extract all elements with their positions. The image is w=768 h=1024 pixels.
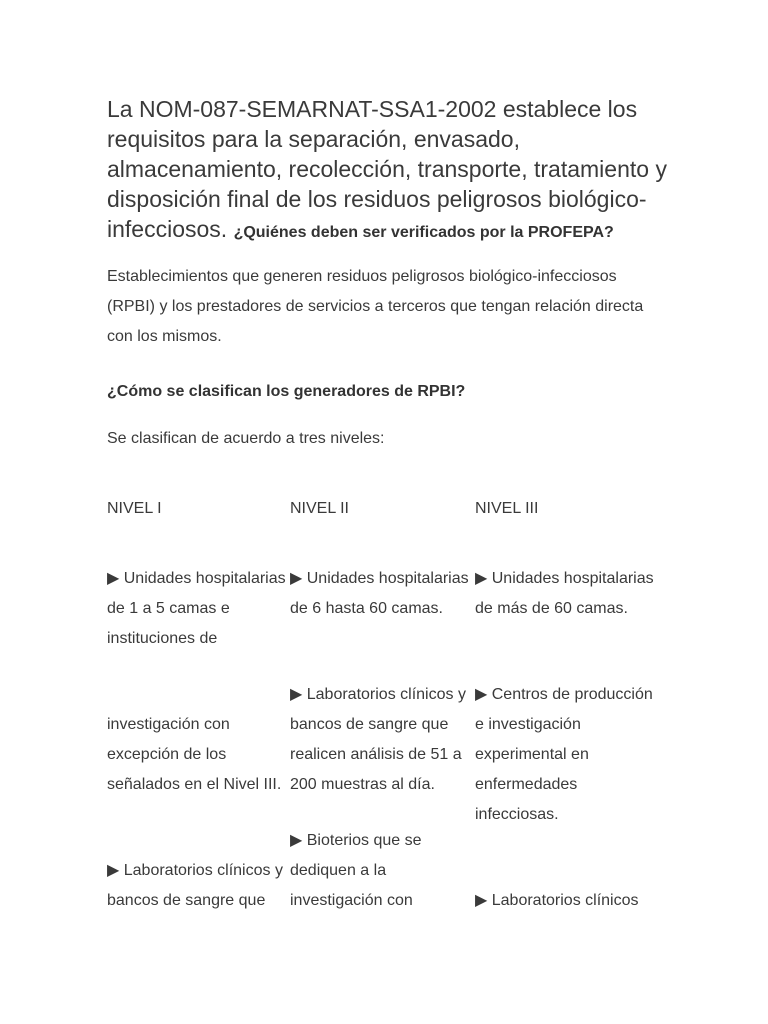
nivel-1-title: NIVEL I: [107, 500, 162, 517]
answer-verificados: Establecimientos que generen residuos peligrosos biológico-infecciosos (RPBI) y los prestadores de servicios a terceros que tengan relación directa con los mismos.: [107, 268, 644, 345]
question-verificados: ¿Quiénes deben ser verificados por la PROFEPA?: [233, 224, 614, 241]
nivel-2-item-laboratorios: ▶ Laboratorios clínicos y bancos de sangre que realicen análisis de 51 a 200 muestras al día.: [290, 686, 466, 793]
nivel-2-title: NIVEL II: [290, 500, 349, 517]
nivel-3-item-centros: ▶ Centros de producción e investigación experimental en enfermedades infecciosas.: [475, 686, 653, 823]
question-clasificacion: ¿Cómo se clasifican los generadores de RPBI?: [107, 383, 466, 400]
nivel-3-item-laboratorios: ▶ Laboratorios clínicos: [475, 892, 639, 909]
nivel-1-item-laboratorios: ▶ Laboratorios clínicos y bancos de sangre que: [107, 862, 283, 909]
nivel-2-item-bioterios: ▶ Bioterios que se dediquen a la investigación con: [290, 832, 422, 909]
nivel-3-title: NIVEL III: [475, 500, 539, 517]
intro-text: La NOM-087-SEMARNAT-SSA1-2002 establece los requisitos para la separación, envasado, almacenamiento, recolección, transporte, tratamiento y disposición final de los residuos peligrosos biológico-infecciosos.: [107, 96, 667, 242]
nivel-3-item-unidades: ▶ Unidades hospitalarias de más de 60 camas.: [475, 570, 654, 617]
nivel-1-item-unidades: ▶ Unidades hospitalarias de 1 a 5 camas e instituciones de: [107, 570, 286, 647]
intro-paragraph: [107, 94, 667, 248]
nivel-1-item-investigacion: investigación con excepción de los señalados en el Nivel III.: [107, 716, 282, 793]
nivel-2-item-unidades: ▶ Unidades hospitalarias de 6 hasta 60 camas.: [290, 570, 469, 617]
answer-clasificacion: Se clasifican de acuerdo a tres niveles:: [107, 430, 385, 447]
